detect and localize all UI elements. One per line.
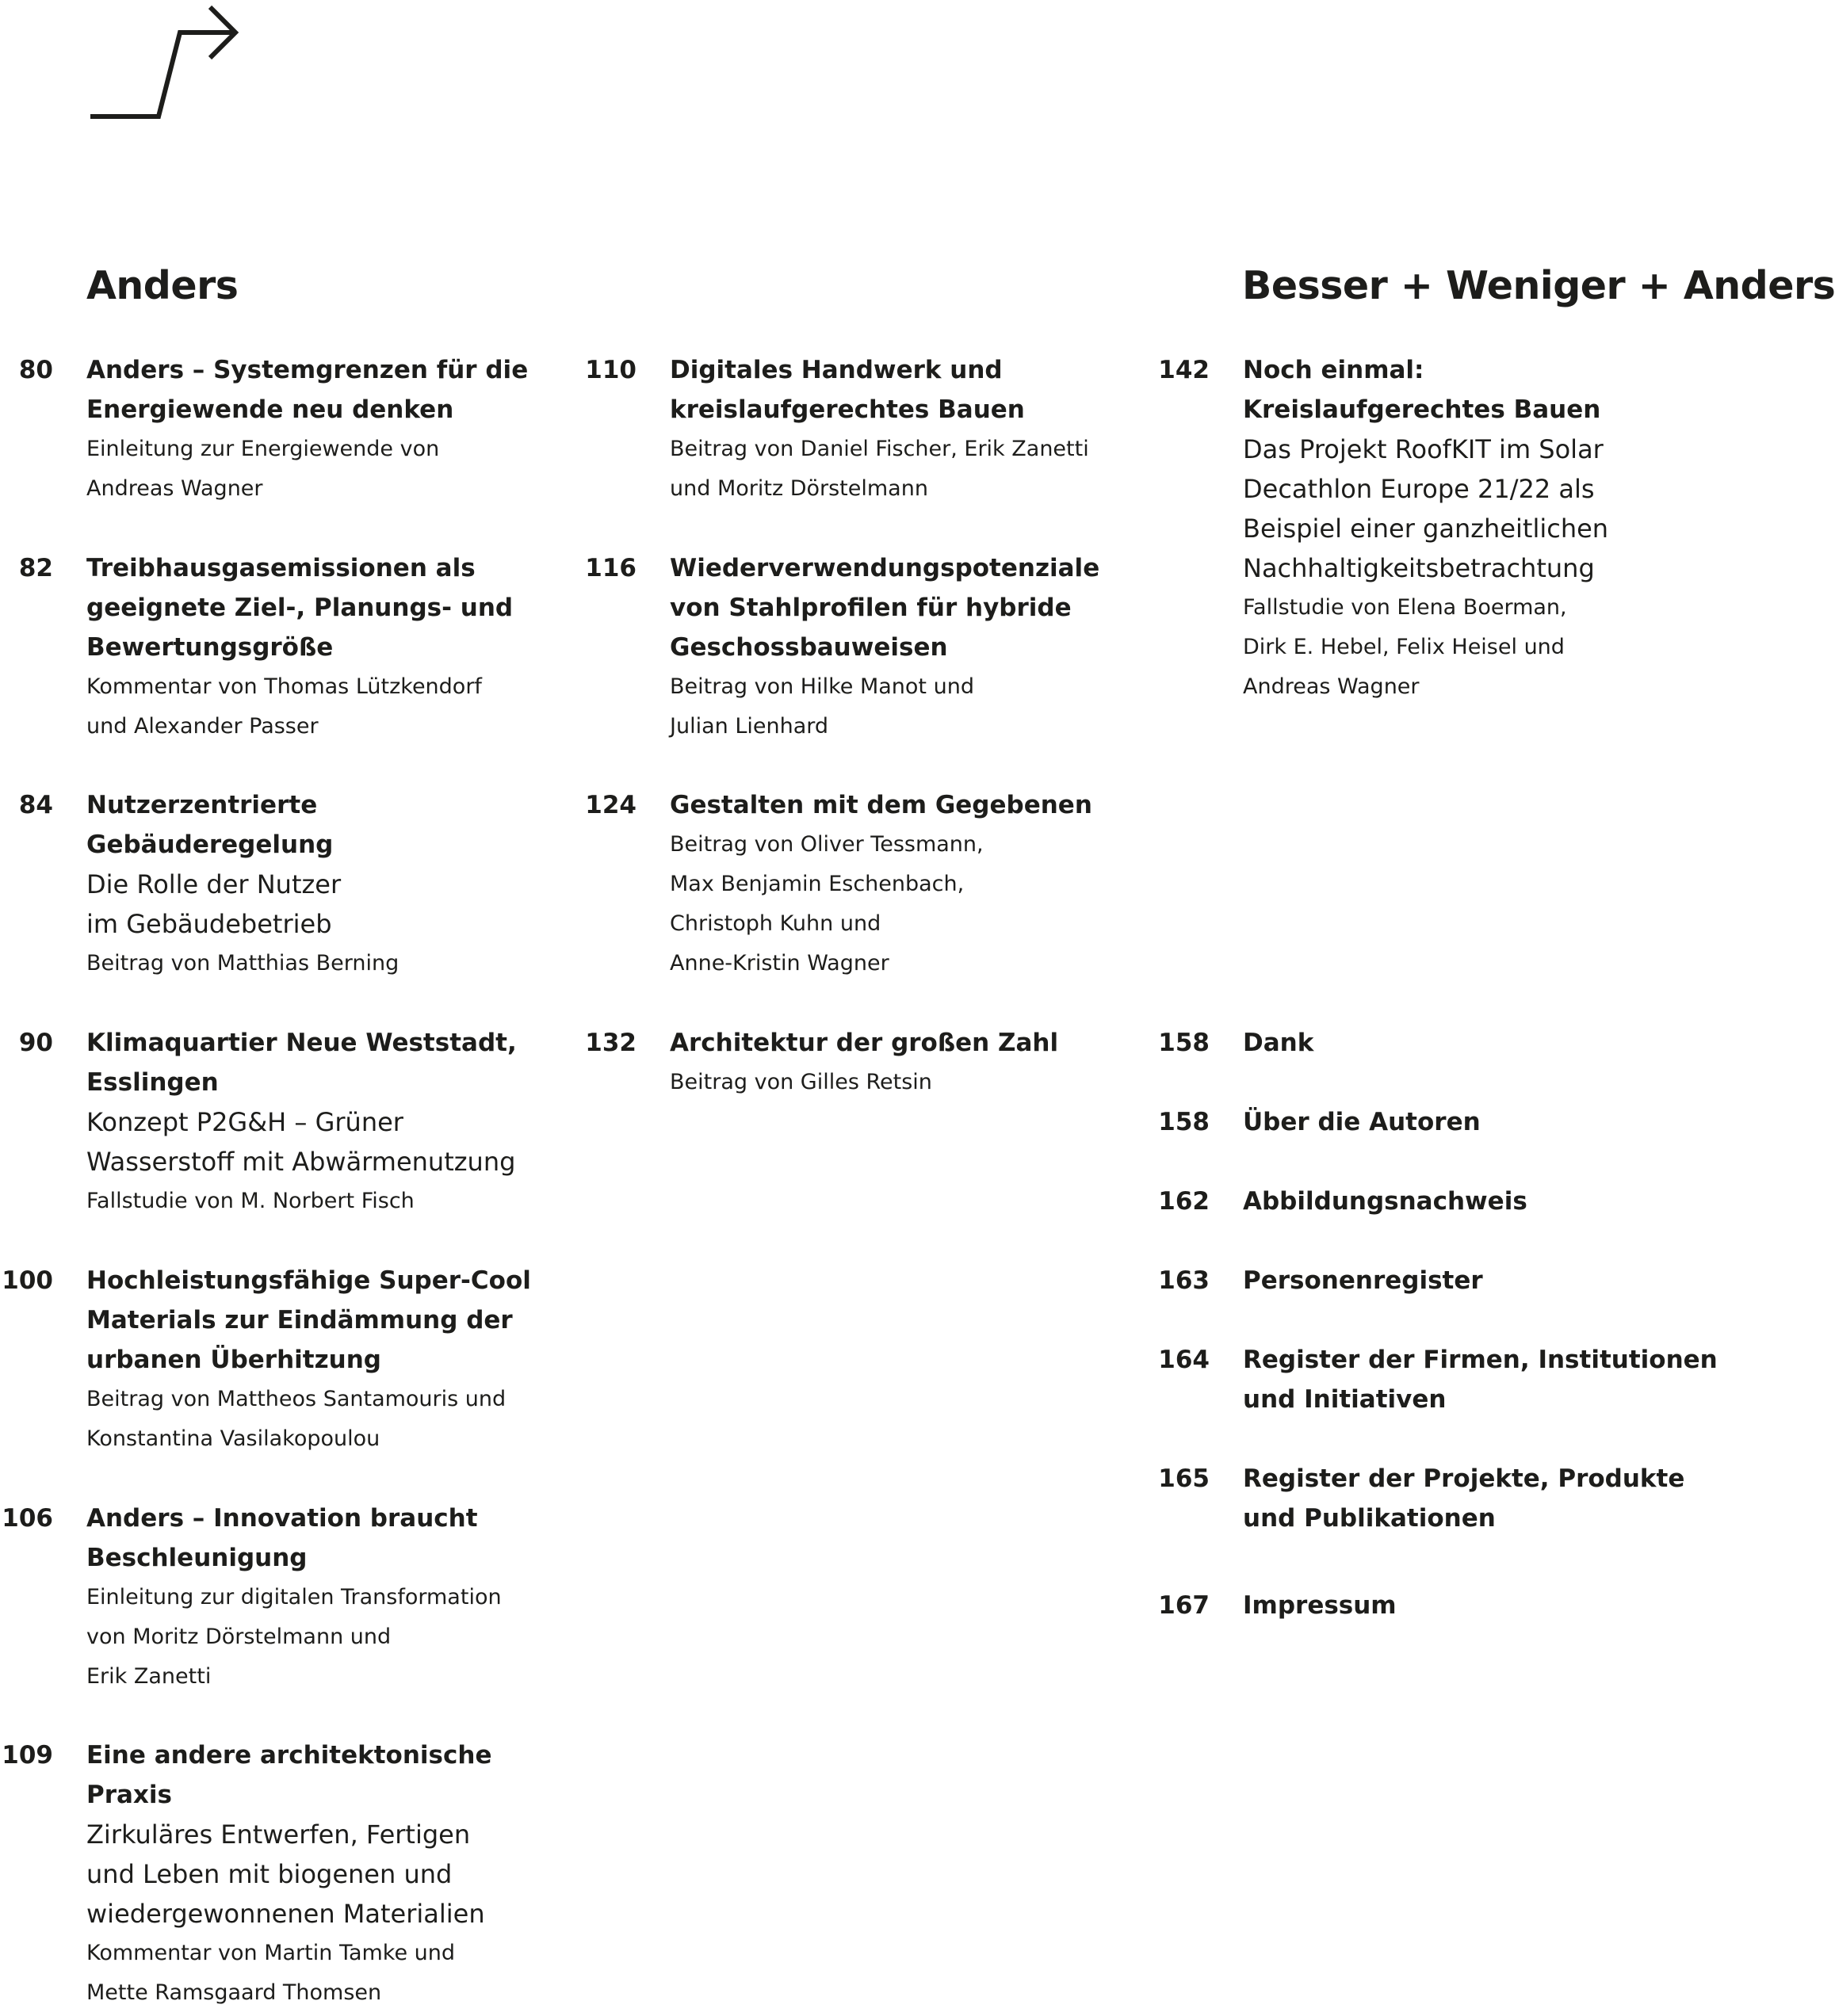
page-number: 106 — [2, 1504, 53, 1533]
entry-author: Andreas Wagner — [1243, 674, 1420, 699]
toc-entry — [2, 1499, 502, 1697]
page-number: 116 — [585, 554, 637, 582]
entry-title: Personenregister — [1243, 1266, 1483, 1295]
entry-title: Register der Firmen, Institutionen — [1243, 1346, 1718, 1374]
entry-title: Wiederverwendungspotenziale — [670, 554, 1100, 582]
page-number: 82 — [18, 554, 53, 582]
entry-title: Materials zur Eindämmung der — [86, 1306, 513, 1334]
entry-title: Klimaquartier Neue Weststadt, — [86, 1029, 517, 1057]
entry-title: Anders – Systemgrenzen für die — [86, 356, 529, 384]
entry-author: Beitrag von Gilles Retsin — [670, 1070, 932, 1094]
entry-author: Beitrag von Daniel Fischer, Erik Zanetti — [670, 437, 1089, 461]
section-heading-anders: Anders — [86, 263, 239, 308]
entry-author: Kommentar von Thomas Lützkendorf — [86, 674, 482, 699]
page-number: 84 — [18, 791, 53, 819]
entry-subtitle: im Gebäudebetrieb — [86, 909, 332, 939]
entry-author: Max Benjamin Eschenbach, — [670, 872, 965, 896]
entry-title: Beschleunigung — [86, 1544, 308, 1572]
entry-title: urbanen Überhitzung — [86, 1346, 381, 1374]
entry-title: Dank — [1243, 1029, 1314, 1057]
entry-title: Noch einmal: — [1243, 356, 1424, 384]
page-number: 109 — [2, 1741, 53, 1770]
toc-entry — [1158, 1182, 1527, 1221]
entry-author: Einleitung zur digitalen Transformation — [86, 1585, 502, 1609]
toc-entry — [1158, 350, 1609, 707]
entry-title: Bewertungsgröße — [86, 633, 334, 662]
toc-entry — [585, 785, 1092, 983]
entry-title: und Initiativen — [1243, 1385, 1447, 1414]
entry-subtitle: und Leben mit biogenen und — [86, 1859, 453, 1889]
entry-subtitle: Wasserstoff mit Abwärmenutzung — [86, 1147, 516, 1177]
entry-title: Abbildungsnachweis — [1243, 1187, 1527, 1216]
toc-entry — [585, 350, 1089, 509]
entry-title: Über die Autoren — [1243, 1108, 1481, 1136]
entry-title: Eine andere architektonische — [86, 1741, 492, 1770]
page-number: 167 — [1158, 1591, 1210, 1620]
entry-author: Dirk E. Hebel, Felix Heisel und — [1243, 635, 1565, 659]
entry-title: Treibhausgasemissionen als — [86, 554, 476, 582]
entry-author: Julian Lienhard — [670, 714, 829, 739]
toc-entry — [18, 1023, 517, 1221]
entry-author: Beitrag von Matthias Berning — [86, 951, 399, 976]
page-number: 90 — [18, 1029, 53, 1057]
entry-title: Praxis — [86, 1781, 173, 1809]
entry-title: Esslingen — [86, 1068, 219, 1097]
entry-author: Christoph Kuhn und — [670, 911, 881, 936]
entry-author: von Moritz Dörstelmann und — [86, 1625, 392, 1649]
entry-author: Beitrag von Mattheos Santamouris und — [86, 1387, 507, 1411]
page-number: 80 — [18, 356, 53, 384]
entry-author: Anne-Kristin Wagner — [670, 951, 889, 976]
entry-subtitle: Beispiel einer ganzheitlichen — [1243, 514, 1609, 544]
entry-title: Geschossbauweisen — [670, 633, 948, 662]
entry-author: und Moritz Dörstelmann — [670, 476, 928, 501]
entry-subtitle: Die Rolle der Nutzer — [86, 869, 342, 899]
toc-entry — [585, 548, 1100, 746]
entry-title: Gestalten mit dem Gegebenen — [670, 791, 1092, 819]
toc-entry — [1158, 1340, 1718, 1419]
toc-entry — [18, 785, 399, 983]
entry-author: Kommentar von Martin Tamke und — [86, 1941, 456, 1965]
entry-author: Mette Ramsgaard Thomsen — [86, 1980, 382, 2005]
toc-entry — [1158, 1261, 1483, 1300]
toc-entry — [1158, 1023, 1314, 1063]
entry-title: kreislaufgerechtes Bauen — [670, 395, 1025, 424]
arrow-logo-icon — [89, 3, 247, 122]
toc-entry — [18, 350, 529, 509]
page-number: 163 — [1158, 1266, 1210, 1295]
entry-title: Impressum — [1243, 1591, 1397, 1620]
toc-entry — [1158, 1586, 1397, 1625]
entry-title: Energiewende neu denken — [86, 395, 454, 424]
toc-entry — [18, 548, 514, 746]
entry-subtitle: Zirkuläres Entwerfen, Fertigen — [86, 1819, 471, 1850]
entry-subtitle: Konzept P2G&H – Grüner — [86, 1107, 403, 1137]
entry-title: Architektur der großen Zahl — [670, 1029, 1059, 1057]
entry-author: Fallstudie von Elena Boerman, — [1243, 595, 1567, 620]
entry-title: Nutzerzentrierte — [86, 791, 318, 819]
toc-entry — [585, 1023, 1059, 1102]
entry-author: und Alexander Passer — [86, 714, 319, 739]
entry-title: Register der Projekte, Produkte — [1243, 1464, 1685, 1493]
entry-subtitle: Das Projekt RoofKIT im Solar — [1243, 434, 1604, 464]
page-number: 158 — [1158, 1029, 1210, 1057]
page-number: 158 — [1158, 1108, 1210, 1136]
entry-author: Andreas Wagner — [86, 476, 263, 501]
entry-title: geeignete Ziel-, Planungs- und — [86, 594, 514, 622]
page-number: 132 — [585, 1029, 637, 1057]
toc-entry — [1158, 1102, 1481, 1142]
entry-title: Kreislaufgerechtes Bauen — [1243, 395, 1601, 424]
entry-subtitle: Nachhaltigkeitsbetrachtung — [1243, 553, 1595, 583]
entry-title: Gebäuderegelung — [86, 830, 334, 859]
page-number: 100 — [2, 1266, 53, 1295]
entry-author: Fallstudie von M. Norbert Fisch — [86, 1189, 415, 1213]
page-number: 110 — [585, 356, 637, 384]
entry-title: Anders – Innovation braucht — [86, 1504, 478, 1533]
entry-subtitle: Decathlon Europe 21/22 als — [1243, 474, 1595, 504]
entry-author: Beitrag von Hilke Manot und — [670, 674, 974, 699]
entry-author: Beitrag von Oliver Tessmann, — [670, 832, 984, 857]
page-number: 165 — [1158, 1464, 1210, 1493]
toc-entry — [2, 1735, 492, 2013]
entry-title: und Publikationen — [1243, 1504, 1496, 1533]
toc-entry — [1158, 1459, 1685, 1538]
entry-title: Hochleistungsfähige Super-Cool — [86, 1266, 531, 1295]
entry-title: von Stahlprofilen für hybride — [670, 594, 1072, 622]
page-number: 164 — [1158, 1346, 1210, 1374]
entry-author: Einleitung zur Energiewende von — [86, 437, 440, 461]
section-heading-besser-weniger-anders: Besser + Weniger + Anders — [1242, 263, 1835, 308]
toc-entry — [2, 1261, 531, 1459]
page-number: 142 — [1158, 356, 1210, 384]
entry-author: Konstantina Vasilakopoulou — [86, 1426, 380, 1451]
entry-author: Erik Zanetti — [86, 1664, 212, 1689]
page-number: 124 — [585, 791, 637, 819]
page-number: 162 — [1158, 1187, 1210, 1216]
entry-subtitle: wiedergewonnenen Materialien — [86, 1899, 485, 1929]
entry-title: Digitales Handwerk und — [670, 356, 1003, 384]
